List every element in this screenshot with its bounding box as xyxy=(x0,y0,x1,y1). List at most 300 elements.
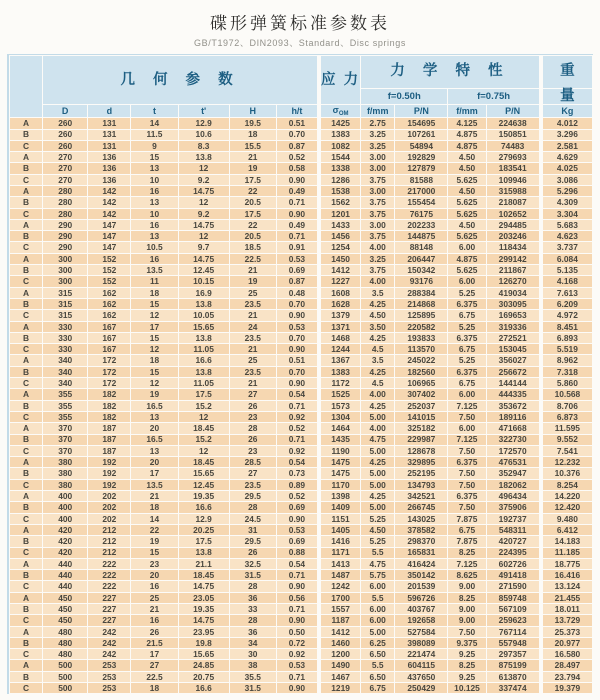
t-cell: 16.5 xyxy=(131,401,177,411)
h-over-t-cell: 0.69 xyxy=(277,536,317,546)
table-row xyxy=(10,446,592,456)
t-cell: 15 xyxy=(131,367,177,377)
H-cell: 27 xyxy=(230,389,276,399)
table-row xyxy=(10,265,592,275)
h-over-t-cell: 0.71 xyxy=(277,672,317,682)
f050-f-cell: 4.5 xyxy=(361,344,394,354)
D-cell: 355 xyxy=(43,389,87,399)
f050-p-cell: 127879 xyxy=(395,163,447,173)
d-cell: 192 xyxy=(88,457,130,467)
sigma-cell: 1412 xyxy=(318,627,360,637)
table-row xyxy=(10,367,592,377)
f075-f-cell: 9.00 xyxy=(448,615,485,625)
f075-p-cell: 875199 xyxy=(487,660,539,670)
sigma-cell: 1425 xyxy=(318,118,360,128)
D-cell: 260 xyxy=(43,130,87,140)
D-cell: 500 xyxy=(43,683,87,693)
t-prime-cell: 12.45 xyxy=(179,265,229,275)
h-over-t-cell: 0.90 xyxy=(277,344,317,354)
series-cell: A xyxy=(10,152,42,162)
sigma-cell: 1383 xyxy=(318,367,360,377)
column-header-H: H xyxy=(230,105,276,117)
table-row xyxy=(10,593,592,603)
t-cell: 10 xyxy=(131,209,177,219)
t-cell: 13 xyxy=(131,412,177,422)
H-cell: 23.5 xyxy=(230,299,276,309)
D-cell: 355 xyxy=(43,401,87,411)
sigma-cell: 1464 xyxy=(318,423,360,433)
table-body xyxy=(10,118,592,693)
f050-f-cell: 6.50 xyxy=(361,672,394,682)
f075-p-cell: 444335 xyxy=(487,389,539,399)
f075-p-cell: 602726 xyxy=(487,559,539,569)
f075-f-cell: 7.50 xyxy=(448,412,485,422)
table-row xyxy=(10,627,592,637)
f050-p-cell: 125895 xyxy=(395,310,447,320)
f075-p-cell: 297357 xyxy=(487,649,539,659)
sigma-cell: 1151 xyxy=(318,514,360,524)
f050-f-cell: 5.25 xyxy=(361,536,394,546)
D-cell: 380 xyxy=(43,457,87,467)
sigma-cell: 1242 xyxy=(318,581,360,591)
sigma-cell: 1487 xyxy=(318,570,360,580)
f075-p-cell: 150851 xyxy=(487,130,539,140)
f075-p-cell: 496434 xyxy=(487,491,539,501)
series-cell: C xyxy=(10,175,42,185)
f050-p-cell: 165831 xyxy=(395,548,447,558)
series-cell: B xyxy=(10,333,42,343)
D-cell: 280 xyxy=(43,197,87,207)
f050-f-cell: 3.00 xyxy=(361,152,394,162)
table-row xyxy=(10,118,592,128)
kg-cell: 23.794 xyxy=(540,672,592,682)
t-prime-cell: 15.65 xyxy=(179,322,229,332)
f050-f-cell: 5.75 xyxy=(361,570,394,580)
H-cell: 28 xyxy=(230,581,276,591)
t-prime-cell: 12 xyxy=(179,412,229,422)
t-cell: 18 xyxy=(131,355,177,365)
h-over-t-cell: 0.51 xyxy=(277,355,317,365)
t-cell: 16 xyxy=(131,615,177,625)
H-cell: 26 xyxy=(230,548,276,558)
f075-p-cell: 420727 xyxy=(487,536,539,546)
t-cell: 10.5 xyxy=(131,242,177,252)
t-cell: 13.5 xyxy=(131,480,177,490)
D-cell: 315 xyxy=(43,299,87,309)
H-cell: 17.5 xyxy=(230,175,276,185)
series-cell: C xyxy=(10,548,42,558)
D-cell: 400 xyxy=(43,514,87,524)
series-cell: A xyxy=(10,288,42,298)
t-cell: 11 xyxy=(131,276,177,286)
t-prime-cell: 19.8 xyxy=(179,638,229,648)
h-over-t-cell: 0.90 xyxy=(277,310,317,320)
f050-f-cell: 3.50 xyxy=(361,322,394,332)
D-cell: 340 xyxy=(43,378,87,388)
table-row xyxy=(10,581,592,591)
t-cell: 15 xyxy=(131,548,177,558)
f050-p-cell: 298370 xyxy=(395,536,447,546)
f050-f-cell: 4.25 xyxy=(361,401,394,411)
group-header-row xyxy=(10,56,592,88)
d-cell: 167 xyxy=(88,333,130,343)
f075-p-cell: 548311 xyxy=(487,525,539,535)
H-cell: 29.5 xyxy=(230,491,276,501)
f075-f-cell: 6.00 xyxy=(448,276,485,286)
f050-p-cell: 144875 xyxy=(395,231,447,241)
kg-cell: 5.519 xyxy=(540,344,592,354)
t-cell: 13.5 xyxy=(131,265,177,275)
f050-f-cell: 6.00 xyxy=(361,615,394,625)
H-cell: 36 xyxy=(230,627,276,637)
f075-f-cell: 6.75 xyxy=(448,310,485,320)
kg-cell: 19.379 xyxy=(540,683,592,693)
series-cell: A xyxy=(10,389,42,399)
t-prime-cell: 15.65 xyxy=(179,649,229,659)
series-cell: B xyxy=(10,536,42,546)
h-over-t-cell: 0.50 xyxy=(277,627,317,637)
d-cell: 202 xyxy=(88,491,130,501)
table-row xyxy=(10,299,592,309)
f075-f-cell: 7.875 xyxy=(448,536,485,546)
kg-cell: 25.373 xyxy=(540,627,592,637)
H-cell: 22.5 xyxy=(230,254,276,264)
series-cell: B xyxy=(10,502,42,512)
table-row xyxy=(10,197,592,207)
f075-f-cell: 5.625 xyxy=(448,197,485,207)
D-cell: 355 xyxy=(43,412,87,422)
h-over-t-cell: 0.53 xyxy=(277,322,317,332)
table-row xyxy=(10,559,592,569)
f050-f-cell: 4.75 xyxy=(361,435,394,445)
sigma-cell: 1286 xyxy=(318,175,360,185)
t-cell: 16.5 xyxy=(131,435,177,445)
t-cell: 20 xyxy=(131,570,177,580)
H-cell: 26 xyxy=(230,435,276,445)
kg-cell: 11.595 xyxy=(540,423,592,433)
kg-cell: 7.318 xyxy=(540,367,592,377)
group-header-stress: 应 力 xyxy=(318,56,360,104)
t-cell: 22 xyxy=(131,525,177,535)
d-cell: 222 xyxy=(88,570,130,580)
d-cell: 212 xyxy=(88,536,130,546)
t-cell: 12 xyxy=(131,378,177,388)
H-cell: 23.5 xyxy=(230,367,276,377)
series-cell: C xyxy=(10,378,42,388)
t-cell: 14 xyxy=(131,514,177,524)
table-row xyxy=(10,412,592,422)
series-cell: B xyxy=(10,570,42,580)
sigma-cell: 1475 xyxy=(318,457,360,467)
f075-p-cell: 353672 xyxy=(487,401,539,411)
kg-cell: 6.893 xyxy=(540,333,592,343)
kg-cell: 3.296 xyxy=(540,130,592,140)
t-prime-cell: 16.6 xyxy=(179,355,229,365)
f075-f-cell: 6.75 xyxy=(448,344,485,354)
f075-p-cell: 352947 xyxy=(487,468,539,478)
kg-cell: 3.086 xyxy=(540,175,592,185)
sigma-cell: 1371 xyxy=(318,322,360,332)
H-cell: 27 xyxy=(230,468,276,478)
h-over-t-cell: 0.90 xyxy=(277,615,317,625)
d-cell: 147 xyxy=(88,220,130,230)
D-cell: 480 xyxy=(43,649,87,659)
d-cell: 253 xyxy=(88,683,130,693)
f075-p-cell: 172570 xyxy=(487,446,539,456)
sigma-cell: 1219 xyxy=(318,683,360,693)
f075-f-cell: 8.25 xyxy=(448,548,485,558)
series-cell: B xyxy=(10,435,42,445)
H-cell: 15.5 xyxy=(230,141,276,151)
h-over-t-cell: 0.70 xyxy=(277,333,317,343)
t-cell: 17 xyxy=(131,322,177,332)
h-over-t-cell: 0.90 xyxy=(277,581,317,591)
kg-cell: 7.541 xyxy=(540,446,592,456)
t-prime-cell: 12.9 xyxy=(179,118,229,128)
h-over-t-cell: 0.49 xyxy=(277,220,317,230)
table-row xyxy=(10,457,592,467)
table-row xyxy=(10,141,592,151)
f075-p-cell: 322730 xyxy=(487,435,539,445)
f075-f-cell: 5.625 xyxy=(448,175,485,185)
sigma-cell: 1227 xyxy=(318,276,360,286)
f075-f-cell: 7.50 xyxy=(448,502,485,512)
table-row xyxy=(10,480,592,490)
f050-f-cell: 3.5 xyxy=(361,288,394,298)
d-cell: 147 xyxy=(88,242,130,252)
H-cell: 29.5 xyxy=(230,536,276,546)
d-cell: 202 xyxy=(88,502,130,512)
t-cell: 25 xyxy=(131,593,177,603)
t-prime-cell: 18.45 xyxy=(179,423,229,433)
H-cell: 20.5 xyxy=(230,197,276,207)
H-cell: 17.5 xyxy=(230,209,276,219)
series-cell: C xyxy=(10,615,42,625)
D-cell: 480 xyxy=(43,627,87,637)
D-cell: 290 xyxy=(43,220,87,230)
sigma-cell: 1557 xyxy=(318,604,360,614)
f075-p-cell: 303095 xyxy=(487,299,539,309)
H-cell: 21 xyxy=(230,310,276,320)
f050-p-cell: 288384 xyxy=(395,288,447,298)
kg-cell: 5.135 xyxy=(540,265,592,275)
kg-cell: 4.972 xyxy=(540,310,592,320)
h-over-t-cell: 0.92 xyxy=(277,649,317,659)
D-cell: 480 xyxy=(43,638,87,648)
f050-p-cell: 604115 xyxy=(395,660,447,670)
f075-p-cell: 557948 xyxy=(487,638,539,648)
H-cell: 35.5 xyxy=(230,672,276,682)
sigma-cell: 1171 xyxy=(318,548,360,558)
h-over-t-cell: 0.53 xyxy=(277,254,317,264)
sigma-cell: 1700 xyxy=(318,593,360,603)
H-cell: 20.5 xyxy=(230,231,276,241)
table-row xyxy=(10,231,592,241)
d-cell: 162 xyxy=(88,288,130,298)
t-prime-cell: 23.95 xyxy=(179,627,229,637)
table-row xyxy=(10,638,592,648)
h-over-t-cell: 0.51 xyxy=(277,118,317,128)
kg-cell: 2.581 xyxy=(540,141,592,151)
h-over-t-cell: 0.49 xyxy=(277,186,317,196)
kg-cell: 4.168 xyxy=(540,276,592,286)
f075-p-cell: 356027 xyxy=(487,355,539,365)
t-cell: 14 xyxy=(131,118,177,128)
d-cell: 152 xyxy=(88,276,130,286)
f075-f-cell: 5.625 xyxy=(448,209,485,219)
d-cell: 172 xyxy=(88,355,130,365)
kg-cell: 3.737 xyxy=(540,242,592,252)
table-row xyxy=(10,322,592,332)
sigma-cell: 1544 xyxy=(318,152,360,162)
series-cell: A xyxy=(10,627,42,637)
f075-p-cell: 211867 xyxy=(487,265,539,275)
d-cell: 142 xyxy=(88,197,130,207)
series-cell: A xyxy=(10,186,42,196)
kg-cell: 11.185 xyxy=(540,548,592,558)
f050-f-cell: 3.00 xyxy=(361,186,394,196)
sigma-cell: 1525 xyxy=(318,389,360,399)
series-cell: C xyxy=(10,276,42,286)
t-prime-cell: 16.9 xyxy=(179,288,229,298)
h-over-t-cell: 0.54 xyxy=(277,389,317,399)
f075-f-cell: 4.875 xyxy=(448,130,485,140)
kg-cell: 18.011 xyxy=(540,604,592,614)
sigma-cell: 1490 xyxy=(318,660,360,670)
f075-p-cell: 299142 xyxy=(487,254,539,264)
series-cell: B xyxy=(10,401,42,411)
table-row xyxy=(10,276,592,286)
d-cell: 212 xyxy=(88,525,130,535)
kg-cell: 13.729 xyxy=(540,615,592,625)
d-cell: 187 xyxy=(88,435,130,445)
t-cell: 12 xyxy=(131,344,177,354)
h-over-t-cell: 0.54 xyxy=(277,457,317,467)
sigma-cell: 1475 xyxy=(318,468,360,478)
f050-p-cell: 378582 xyxy=(395,525,447,535)
D-cell: 420 xyxy=(43,548,87,558)
f050-f-cell: 4.50 xyxy=(361,525,394,535)
h-over-t-cell: 0.69 xyxy=(277,502,317,512)
d-cell: 147 xyxy=(88,231,130,241)
t-cell: 10 xyxy=(131,175,177,185)
f050-p-cell: 206447 xyxy=(395,254,447,264)
f050-f-cell: 3.5 xyxy=(361,355,394,365)
t-cell: 15 xyxy=(131,333,177,343)
f050-f-cell: 6.25 xyxy=(361,638,394,648)
f050-p-cell: 596726 xyxy=(395,593,447,603)
t-prime-cell: 14.75 xyxy=(179,254,229,264)
column-header-t: t xyxy=(131,105,177,117)
f050-p-cell: 81588 xyxy=(395,175,447,185)
f050-p-cell: 201539 xyxy=(395,581,447,591)
f050-p-cell: 143025 xyxy=(395,514,447,524)
f050-f-cell: 5.5 xyxy=(361,593,394,603)
kg-cell: 16.416 xyxy=(540,570,592,580)
column-header-f-mm-2: f/mm xyxy=(448,105,485,117)
f050-f-cell: 4.25 xyxy=(361,367,394,377)
t-cell: 16 xyxy=(131,220,177,230)
sigma-cell: 1338 xyxy=(318,163,360,173)
f075-f-cell: 4.50 xyxy=(448,152,485,162)
f075-p-cell: 767114 xyxy=(487,627,539,637)
f075-f-cell: 7.125 xyxy=(448,435,485,445)
D-cell: 440 xyxy=(43,570,87,580)
f050-p-cell: 250429 xyxy=(395,683,447,693)
f075-f-cell: 5.25 xyxy=(448,288,485,298)
D-cell: 300 xyxy=(43,265,87,275)
f075-p-cell: 271590 xyxy=(487,581,539,591)
d-cell: 162 xyxy=(88,310,130,320)
t-prime-cell: 20.25 xyxy=(179,525,229,535)
sigma-cell: 1433 xyxy=(318,220,360,230)
f075-f-cell: 5.25 xyxy=(448,322,485,332)
table-row xyxy=(10,288,592,298)
f075-f-cell: 7.50 xyxy=(448,446,485,456)
column-header-kg: Kg xyxy=(540,105,592,117)
t-cell: 15 xyxy=(131,299,177,309)
f050-p-cell: 403767 xyxy=(395,604,447,614)
f075-f-cell: 6.375 xyxy=(448,367,485,377)
f050-p-cell: 88148 xyxy=(395,242,447,252)
D-cell: 270 xyxy=(43,163,87,173)
kg-cell: 10.376 xyxy=(540,468,592,478)
f075-p-cell: 471668 xyxy=(487,423,539,433)
H-cell: 23.5 xyxy=(230,333,276,343)
series-cell: A xyxy=(10,525,42,535)
series-cell: B xyxy=(10,604,42,614)
d-cell: 242 xyxy=(88,638,130,648)
H-cell: 38 xyxy=(230,660,276,670)
sigma-cell: 1201 xyxy=(318,209,360,219)
table-row xyxy=(10,130,592,140)
f075-p-cell: 182062 xyxy=(487,480,539,490)
f075-p-cell: 567109 xyxy=(487,604,539,614)
f050-p-cell: 193833 xyxy=(395,333,447,343)
sigma-cell: 1405 xyxy=(318,525,360,535)
f050-p-cell: 107261 xyxy=(395,130,447,140)
f050-f-cell: 5.5 xyxy=(361,548,394,558)
d-cell: 167 xyxy=(88,322,130,332)
D-cell: 420 xyxy=(43,525,87,535)
D-cell: 315 xyxy=(43,288,87,298)
h-over-t-cell: 0.71 xyxy=(277,570,317,580)
series-cell: B xyxy=(10,367,42,377)
f075-p-cell: 218087 xyxy=(487,197,539,207)
series-cell: C xyxy=(10,141,42,151)
f075-f-cell: 8.25 xyxy=(448,660,485,670)
f050-f-cell: 5.00 xyxy=(361,446,394,456)
f050-f-cell: 5.00 xyxy=(361,480,394,490)
f075-p-cell: 476531 xyxy=(487,457,539,467)
f050-p-cell: 266745 xyxy=(395,502,447,512)
D-cell: 330 xyxy=(43,333,87,343)
t-prime-cell: 14.75 xyxy=(179,615,229,625)
t-prime-cell: 15.65 xyxy=(179,468,229,478)
d-cell: 136 xyxy=(88,152,130,162)
f075-p-cell: 491418 xyxy=(487,570,539,580)
column-header-row xyxy=(10,105,592,117)
f075-p-cell: 153045 xyxy=(487,344,539,354)
column-header-t-prime: t' xyxy=(179,105,229,117)
d-cell: 212 xyxy=(88,548,130,558)
f075-f-cell: 6.75 xyxy=(448,378,485,388)
kg-cell: 3.304 xyxy=(540,209,592,219)
H-cell: 36 xyxy=(230,593,276,603)
d-cell: 152 xyxy=(88,265,130,275)
f075-f-cell: 4.125 xyxy=(448,118,485,128)
f050-f-cell: 3.75 xyxy=(361,175,394,185)
